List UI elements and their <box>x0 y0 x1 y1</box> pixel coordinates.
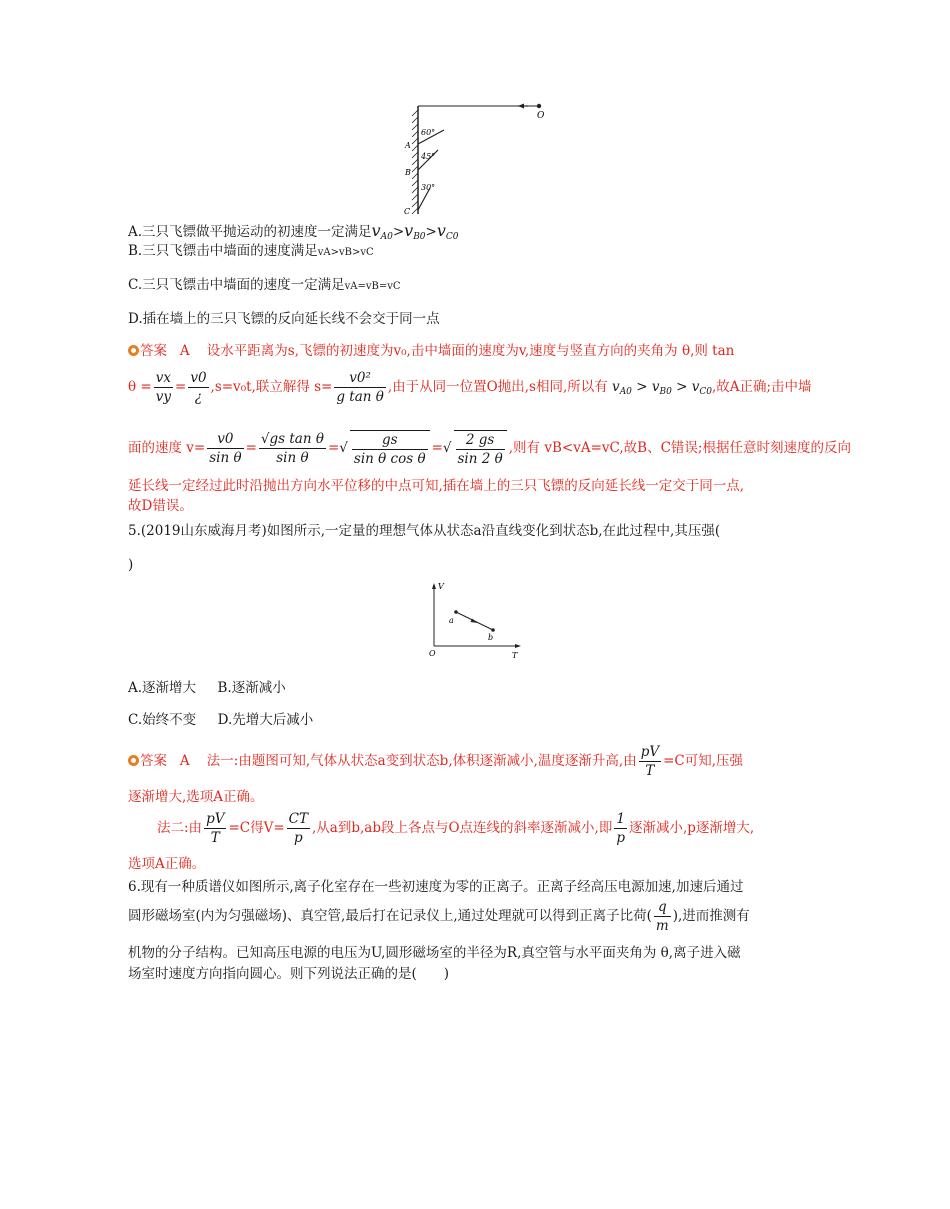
option-b: B.三只飞镖击中墙面的速度满足vA>vB>vC <box>128 243 374 259</box>
angle-30-label: 30° <box>421 183 436 192</box>
question6-line4: 场室时速度方向指向圆心。则下列说法正确的是( ) <box>128 966 450 982</box>
question6-line3: 机物的分子结构。已知高压电源的电压为U,圆形磁场室的半径为R,真空管与水平面夹角为 θ,离子进入磁 <box>128 945 741 961</box>
angle-60-label: 60° <box>421 128 436 137</box>
answer-marker-icon <box>128 345 139 356</box>
option-c: C.三只飞镖击中墙面的速度一定满足vA=vB=vC <box>128 277 401 293</box>
answer5-line1: 答案 A 法一:由题图可知,气体从状态a变到状态b,体积逐渐减小,温度逐渐升高,由 $\frac{pV}{T}$ =C可知,压强 <box>128 743 743 780</box>
axis-v-label: V <box>438 582 444 591</box>
answer4-line1: 答案 A 设水平距离为s,飞镖的初速度为v₀,击中墙面的速度为v,速度与竖直方向的夹角为 θ,则 tan <box>128 341 734 361</box>
answer4-line4: 延长线一定经过此时沿抛出方向水平位移的中点可知,插在墙上的三只飞镖的反向延长线一定交于同一点, <box>128 478 745 494</box>
option-b: B.逐渐减小 <box>217 680 286 696</box>
angle-45-label: 45° <box>421 152 436 161</box>
origin-label: O <box>429 649 436 658</box>
wall-dart-figure <box>400 100 560 218</box>
question5-stem: 5.(2019山东威海月考)如图所示,一定量的理想气体从状态a沿直线变化到状态b,在此过程中,其压强( <box>128 523 721 539</box>
point-c-label: C <box>404 207 411 216</box>
option-d: D.插在墙上的三只飞镖的反向延长线不会交于同一点 <box>128 311 440 327</box>
answer5-line4: 选项A正确。 <box>128 856 206 872</box>
question6-line1: 6.现有一种质谱仪如图所示,离子化室存在一些初速度为零的正离子。正离子经高压电源加速,加速后通过 <box>128 879 744 895</box>
answer5-line2: 逐渐增大,选项A正确。 <box>128 789 264 805</box>
axis-t-label: T <box>512 651 518 660</box>
option-a: A.逐渐增大 <box>128 680 197 696</box>
question5-options-row1 <box>128 678 286 698</box>
question6-line2: 圆形磁场室(内为匀强磁场)、真空管,最后打在记录仪上,通过处理就可以得到正离子比荷( $\frac{q}{m}$ ),进而推测有 <box>128 899 750 934</box>
option-c: C.始终不变 <box>128 712 197 728</box>
vt-graph-figure <box>422 580 532 665</box>
question5-stem-end: ) <box>128 557 134 573</box>
point-a-label: a <box>449 616 454 625</box>
option-a: A.三只飞镖做平抛运动的初速度一定满足$v_{A0}>v_{B0}>v_{C0}$ <box>128 221 459 242</box>
option-d: D.先增大后减小 <box>217 712 314 728</box>
question5-options-row2 <box>128 710 313 730</box>
answer5-line3: 法二:由 $\frac{pV}{T}$ =C得V= $\frac{CT}{p}$ ,从a到b,ab段上各点与O点连线的斜率逐渐减小,即 $\frac{1}{p}$ 逐渐减小,p逐渐增大, <box>157 811 755 846</box>
point-b-label: b <box>488 633 494 642</box>
point-a-label: A <box>405 141 411 150</box>
point-o-label: O <box>537 111 545 121</box>
answer-marker-icon <box>128 755 139 766</box>
answer4-line2: θ = $\frac{vx}{vy}$ = $\frac{v0}{¿}$ ,s=v₀t,联立解得 s= $\frac{\text{v0²}}{\text{g tan θ}}$ ,由于从同一位置O抛出,s相同,所以有 $v_{A0} > v_{B0} > v_{C0}$,故A正确;击中墙 <box>128 370 812 405</box>
answer4-line5: 故D错误。 <box>128 498 193 514</box>
answer4-line3: 面的速度 v= $\frac{v0}{\text{sin θ}}$ = $\frac{\text{√gs tan θ}}{\text{sin θ}}$ =√ $\frac{gs}{\text{sin θ cos θ}}$ =√ $\frac{2 gs}{\sin 2 \theta}$ ,则有 vB<vA=vC,故B、C错误;根据任意时刻速度的反向 <box>128 431 851 467</box>
point-b-label: B <box>405 168 411 177</box>
